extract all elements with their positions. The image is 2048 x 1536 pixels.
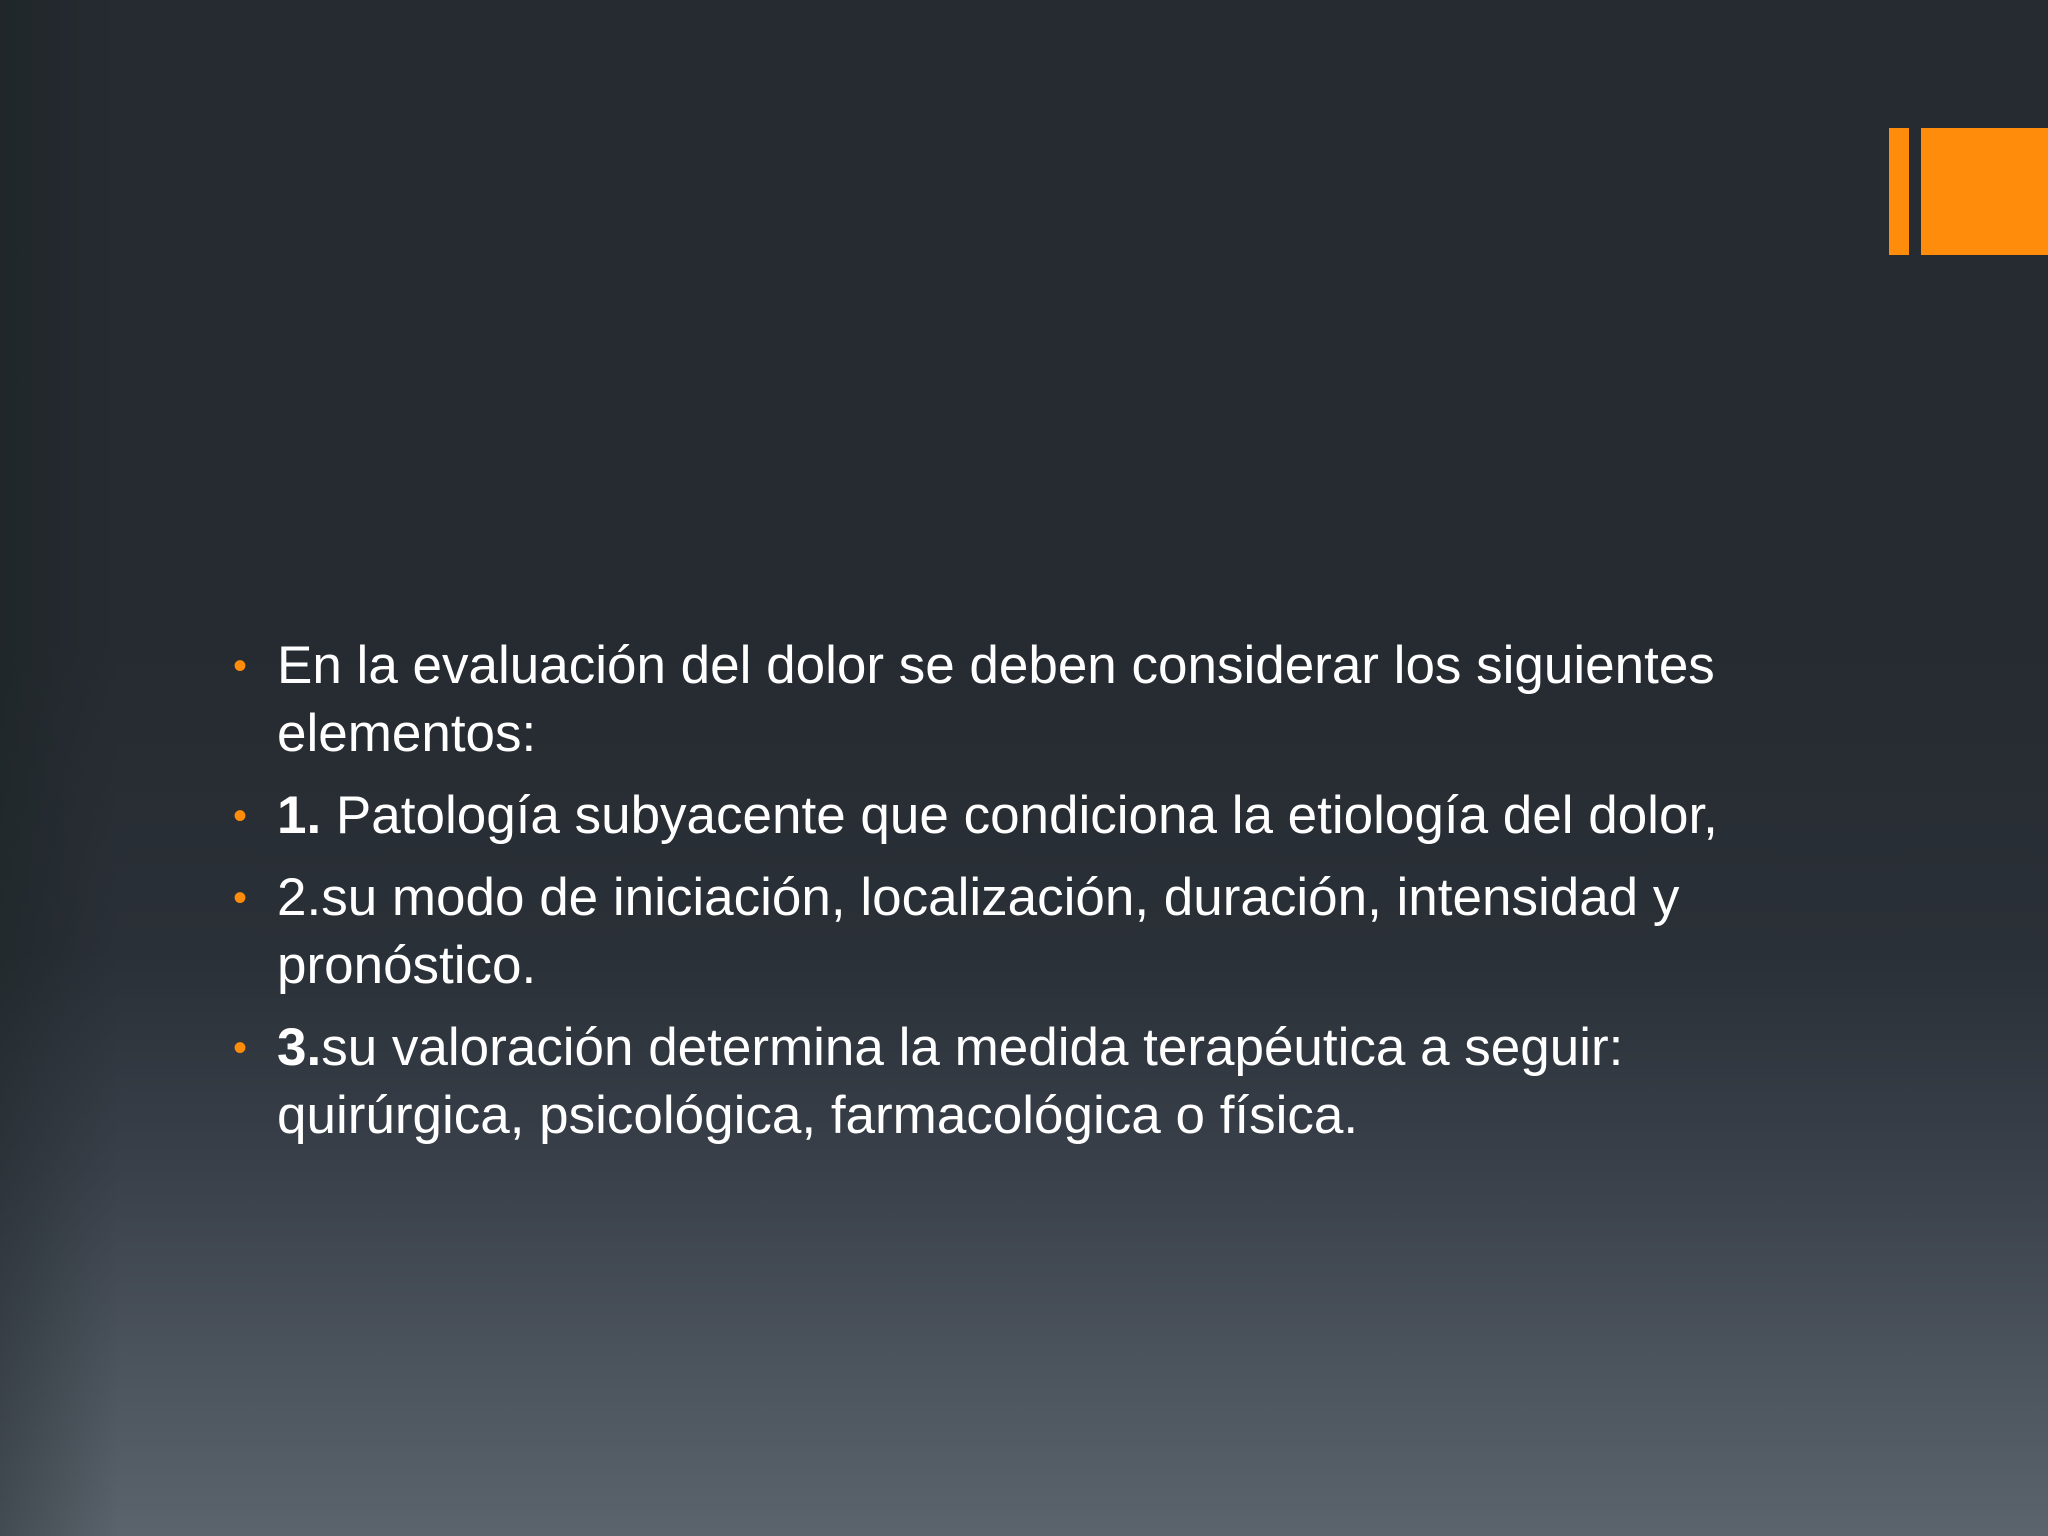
accent-bar-thin <box>1889 128 1909 255</box>
bullet-dot-icon: • <box>233 876 248 920</box>
bullet-item <box>233 632 1853 768</box>
bullet-dot-icon: • <box>233 1026 248 1070</box>
bullet-item <box>233 782 1853 850</box>
bullet-item <box>233 1014 1853 1150</box>
bullet-text: su valoración determina la medida terapéutica a seguir: quirúrgica, psicológica, farmacológica o física. <box>277 1018 1624 1145</box>
bullet-number: 1. <box>277 786 322 845</box>
bullet-text: Patología subyacente que condiciona la etiología del dolor, <box>321 786 1718 845</box>
bullet-dot-icon: • <box>233 794 248 838</box>
bullet-list <box>233 632 1853 1164</box>
bullet-item <box>233 864 1853 1000</box>
bullet-number: 3. <box>277 1018 322 1077</box>
accent-block <box>1921 128 2048 255</box>
bullet-text: 2.su modo de iniciación, localización, duración, intensidad y pronóstico. <box>277 868 1680 995</box>
bullet-text: En la evaluación del dolor se deben considerar los siguientes elementos: <box>277 636 1715 763</box>
bullet-dot-icon: • <box>233 644 248 688</box>
